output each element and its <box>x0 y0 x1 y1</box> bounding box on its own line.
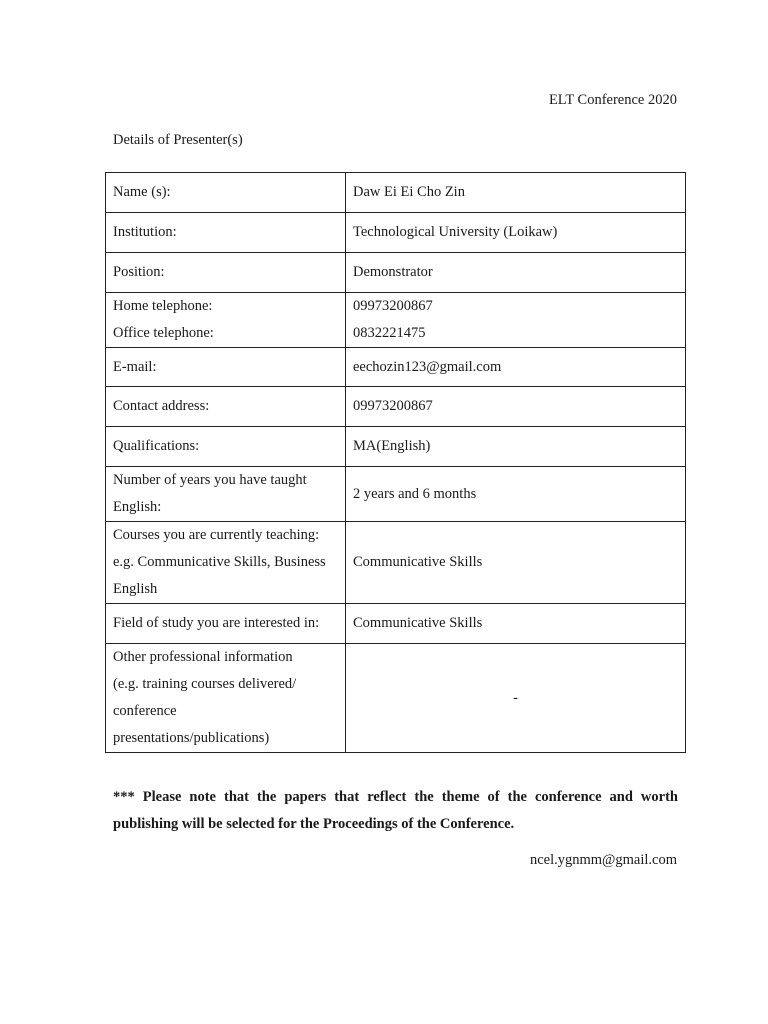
field-label-line: presentations/publications) <box>113 730 270 746</box>
table-row <box>106 604 686 644</box>
field-value-line: Demonstrator <box>353 264 433 280</box>
table-row <box>106 253 686 293</box>
table-row <box>106 644 686 753</box>
field-value <box>346 644 686 753</box>
field-value <box>346 348 686 387</box>
field-label-line: Institution: <box>113 224 177 240</box>
field-value <box>346 467 686 522</box>
submission-note: *** Please note that the papers that reflect the theme of the conference and worth publishing will be selected for the Proceedings of the Conference. <box>113 789 678 832</box>
table-row <box>106 348 686 387</box>
field-label-line: E-mail: <box>113 358 157 375</box>
contact-email: ncel.ygnmm@gmail.com <box>529 852 677 868</box>
field-label <box>106 467 346 522</box>
field-value-line: Daw Ei Ei Cho Zin <box>353 184 465 200</box>
field-value-line: 09973200867 <box>353 398 433 414</box>
field-value-line: 09973200867 <box>353 298 433 314</box>
field-value <box>346 213 686 253</box>
field-value-line: eechozin123@gmail.com <box>353 358 502 375</box>
table-row <box>106 522 686 604</box>
field-label <box>106 293 346 348</box>
field-label-line: Courses you are currently teaching: <box>113 527 320 543</box>
field-value-line: Technological University (Loikaw) <box>353 224 558 240</box>
field-label-line: English <box>113 581 158 597</box>
field-value <box>346 253 686 293</box>
field-value <box>346 293 686 348</box>
field-value <box>346 604 686 644</box>
presenter-details-table <box>105 172 686 753</box>
field-label <box>106 173 346 213</box>
table-row <box>106 467 686 522</box>
field-label-line: Field of study you are interested in: <box>113 615 320 631</box>
field-label-line: English: <box>113 499 162 515</box>
field-value <box>346 427 686 467</box>
field-label <box>106 427 346 467</box>
field-label-line: e.g. Communicative Skills, Business <box>113 554 326 570</box>
table-row <box>106 387 686 427</box>
field-label-line: Other professional information <box>113 649 293 665</box>
field-label-line: Name (s): <box>113 184 171 200</box>
field-label <box>106 348 346 387</box>
field-label-line: conference <box>113 703 177 719</box>
field-label <box>106 253 346 293</box>
field-label-line: Office telephone: <box>113 325 214 341</box>
field-value-line: Communicative Skills <box>353 615 483 631</box>
field-value-line: MA(English) <box>353 438 431 454</box>
field-value-line: 2 years and 6 months <box>353 485 477 502</box>
field-label-line: Contact address: <box>113 398 210 414</box>
field-label-line: Qualifications: <box>113 438 200 454</box>
field-value <box>346 387 686 427</box>
field-label <box>106 387 346 427</box>
table-row <box>106 213 686 253</box>
field-label-line: Home telephone: <box>113 298 213 314</box>
field-value-line: Communicative Skills <box>353 554 483 570</box>
table-row <box>106 293 686 348</box>
field-value <box>346 173 686 213</box>
field-label-line: (e.g. training courses delivered/ <box>113 676 297 692</box>
table-row <box>106 427 686 467</box>
section-title: Details of Presenter(s) <box>113 132 243 148</box>
field-label <box>106 644 346 753</box>
field-label <box>106 604 346 644</box>
field-label-line: Number of years you have taught <box>113 472 307 488</box>
field-label-line: Position: <box>113 264 165 280</box>
field-label <box>106 522 346 604</box>
field-value-line: 0832221475 <box>353 325 426 341</box>
table-row <box>106 173 686 213</box>
field-value-line: - <box>513 689 518 706</box>
field-value <box>346 522 686 604</box>
conference-title: ELT Conference 2020 <box>548 92 677 108</box>
field-label <box>106 213 346 253</box>
